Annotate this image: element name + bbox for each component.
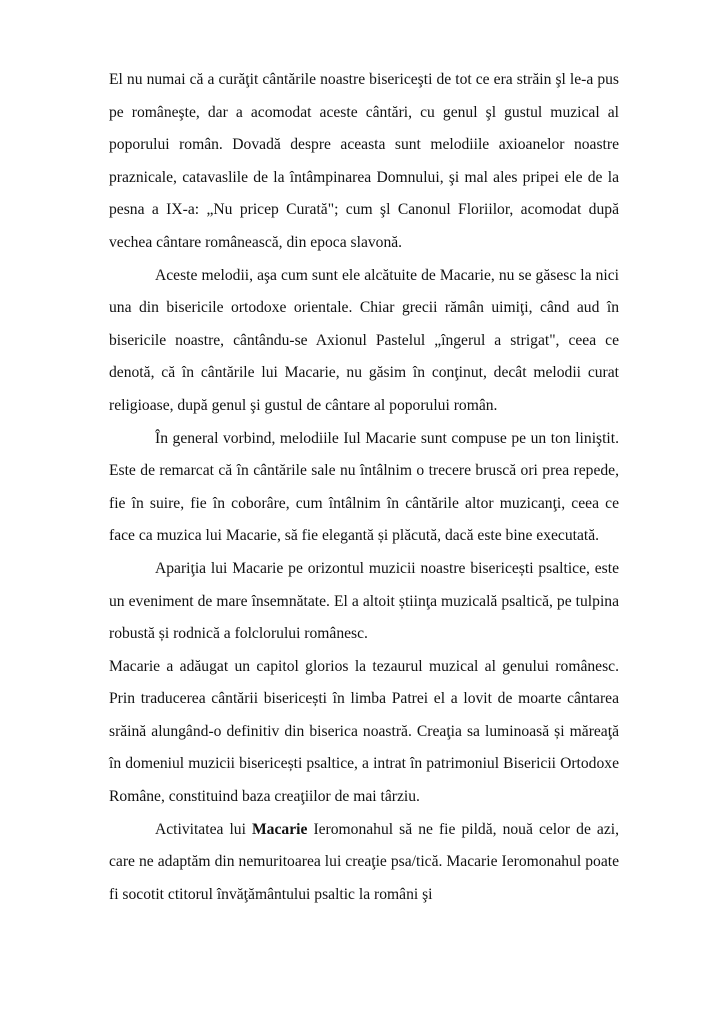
paragraph-5: Macarie a adăugat un capitol glorios la tezaurul muzical al genului românesc. Prin traducerea cântării bisericești în limba Patrei el a lovit de moarte cântarea srăină alungând-o definitiv din biserica noastră. Creaţia sa luminoasă și măreaţă în domeniul muzicii bisericești psaltice, a intrat în patrimoniul Bisericii Ortodoxe Române, constituind baza creaţiilor de mai târziu. xyxy=(109,657,619,806)
document-page xyxy=(109,64,619,911)
paragraph-6-rest: Ieromonahul să ne fie pildă, nouă celor de azi, care ne adaptăm din nemuritoarea lui creaţie psa/tică. Macarie Ieromonahul poate fi socotit ctitorul învăţământului psaltic la români şi xyxy=(109,820,619,903)
paragraph-1: El nu numai că a curăţit cântările noastre bisericeşti de tot ce era străin şl le-a pus pe româneşte, dar a acomodat aceste cântări, cu genul şl gustul muzical al poporului român. Dovadă despre aceasta sunt melodiile axioanelor noastre praznicale, catavaslile de la întâmpinarea Domnului, şi mal ales pripei ele de la pesna a IX-a: „Nu pricep Curată"; cum şl Canonul Floriilor, acomodat după vechea cântare românească, din epoca slavonă. xyxy=(109,71,619,251)
bold-name-macarie: Macarie xyxy=(251,820,308,838)
paragraph-6 xyxy=(109,814,619,912)
paragraph-6-start: Activitatea lui xyxy=(155,820,252,838)
paragraph-2: Aceste melodii, aşa cum sunt ele alcătuite de Macarie, nu se găsesc la nici una din bisericile ortodoxe orientale. Chiar grecii rămân uimiţi, când aud în bisericile noastre, cântându-se Axionul Pastelul „îngerul a strigat", ceea ce denotă, că în cântările lui Macarie, nu găsim în conţinut, decât melodii curat religioase, după genul şi gustul de cântare al poporului român. xyxy=(109,266,619,414)
paragraph-3: În general vorbind, melodiile Iul Macarie sunt compuse pe un ton liniştit. Este de remarcat că în cântările sale nu întâlnim o trecere bruscă ori prea repede, fie în suire, fie în coborâre, cum întâlnim în cântările altor muzicanţi, ceea ce face ca muzica lui Macarie, să fie elegantă și plăcută, dacă este bine executată. xyxy=(109,429,619,545)
paragraph-4: Apariţia lui Macarie pe orizontul muzicii noastre bisericești psaltice, este un eveniment de mare însemnătate. El a altoit știinţa muzicală psaltică, pe tulpina robustă și rodnică a folclorului românesc. xyxy=(109,559,619,643)
